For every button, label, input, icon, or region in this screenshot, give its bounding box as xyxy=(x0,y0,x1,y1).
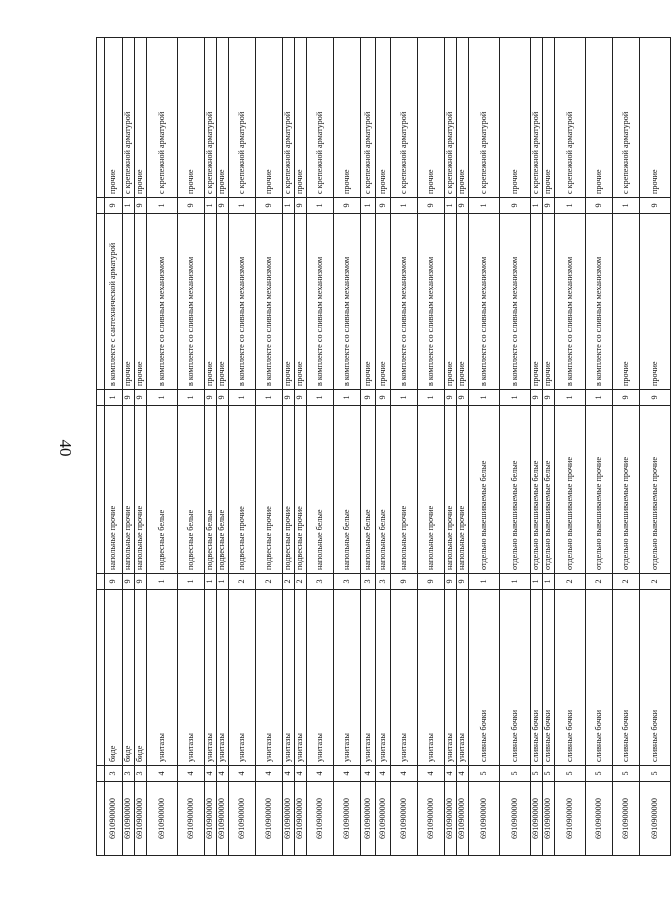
group3-cell: 9 xyxy=(640,390,671,406)
code-cell: 6910900000 xyxy=(469,782,500,856)
group3-cell: 9 xyxy=(445,390,457,406)
group2-cell: 1 xyxy=(500,574,531,590)
table-row xyxy=(307,38,334,856)
table-row xyxy=(531,38,543,856)
code-cell: 6910900000 xyxy=(205,782,217,856)
name-cell: сливные бочки xyxy=(531,590,543,766)
table-row xyxy=(376,38,391,856)
subtype-cell: подвесные прочие xyxy=(229,406,256,574)
table-row xyxy=(469,38,500,856)
group2-cell: 9 xyxy=(445,574,457,590)
table-row xyxy=(123,38,135,856)
name-cell: унитазы xyxy=(418,590,445,766)
equipment-cell: в комплекте со сливным механизмом xyxy=(147,214,178,390)
table-body xyxy=(97,38,671,856)
group1-cell: 4 xyxy=(205,766,217,782)
subtype-cell: напольные прочие xyxy=(105,406,123,574)
group1-cell: 5 xyxy=(543,766,555,782)
subtype-cell: напольные белые xyxy=(307,406,334,574)
group4-cell: 9 xyxy=(418,198,445,214)
group1-cell: 3 xyxy=(135,766,147,782)
group2-cell: 1 xyxy=(147,574,178,590)
group1-cell: 4 xyxy=(391,766,418,782)
equipment-cell: прочие xyxy=(543,214,555,390)
code-cell: 6910900000 xyxy=(376,782,391,856)
group1-cell: 4 xyxy=(229,766,256,782)
group3-cell: 1 xyxy=(334,390,361,406)
name-cell: унитазы xyxy=(283,590,295,766)
code-cell: 6910900000 xyxy=(135,782,147,856)
group2-cell: 9 xyxy=(391,574,418,590)
code-cell: 6910900000 xyxy=(334,782,361,856)
table-header-row xyxy=(97,38,105,856)
name-cell: сливные бочки xyxy=(555,590,586,766)
equipment-cell: в комплекте со сливным механизмом xyxy=(586,214,613,390)
equipment-cell: в комплекте со сливным механизмом xyxy=(500,214,531,390)
fitting-cell: прочие xyxy=(178,38,205,198)
equipment-cell: в комплекте со сливным механизмом xyxy=(555,214,586,390)
equipment-cell: прочие xyxy=(205,214,217,390)
group4-cell: 1 xyxy=(229,198,256,214)
group1-cell: 5 xyxy=(500,766,531,782)
group3-cell: 9 xyxy=(361,390,376,406)
table-row xyxy=(205,38,217,856)
group4-cell: 1 xyxy=(613,198,640,214)
subtype-cell: подвесные белые xyxy=(147,406,178,574)
group1-cell: 5 xyxy=(613,766,640,782)
subtype-cell: подвесные прочие xyxy=(256,406,283,574)
group2-cell: 2 xyxy=(283,574,295,590)
group4-cell: 9 xyxy=(295,198,307,214)
subtype-cell: подвесные белые xyxy=(178,406,205,574)
name-cell: сливные бочки xyxy=(586,590,613,766)
group3-cell: 9 xyxy=(205,390,217,406)
group1-cell: 4 xyxy=(376,766,391,782)
group2-cell: 3 xyxy=(361,574,376,590)
group3-cell: 1 xyxy=(178,390,205,406)
code-cell: 6910900000 xyxy=(229,782,256,856)
group4-cell: 9 xyxy=(640,198,671,214)
group3-cell xyxy=(97,390,105,406)
code-cell: 6910900000 xyxy=(256,782,283,856)
group1-cell: 5 xyxy=(469,766,500,782)
table-row xyxy=(640,38,671,856)
name-cell: унитазы xyxy=(256,590,283,766)
subtype-cell: отдельно вывешиваемые прочие xyxy=(586,406,613,574)
equipment-cell xyxy=(97,214,105,390)
code-cell: 6910900000 xyxy=(391,782,418,856)
page-number: 40 xyxy=(56,439,75,457)
table-row xyxy=(229,38,256,856)
code-cell: 6910900000 xyxy=(307,782,334,856)
group4-cell: 1 xyxy=(469,198,500,214)
group2-cell: 1 xyxy=(469,574,500,590)
group3-cell: 9 xyxy=(457,390,469,406)
code-cell: 6910900000 xyxy=(178,782,205,856)
group2-cell: 2 xyxy=(640,574,671,590)
group4-cell: 9 xyxy=(334,198,361,214)
group4-cell: 1 xyxy=(531,198,543,214)
equipment-cell: прочие xyxy=(445,214,457,390)
subtype-cell: напольные прочие xyxy=(457,406,469,574)
group4-cell: 9 xyxy=(256,198,283,214)
group2-cell: 2 xyxy=(295,574,307,590)
code-cell: 6910900000 xyxy=(543,782,555,856)
equipment-cell: в комплекте со сливным механизмом xyxy=(256,214,283,390)
code-cell: 6910900000 xyxy=(640,782,671,856)
fitting-cell: с крепежной арматурой xyxy=(283,38,295,198)
fitting-cell: с крепежной арматурой xyxy=(123,38,135,198)
group3-cell: 1 xyxy=(418,390,445,406)
fitting-cell: с крепежной арматурой xyxy=(469,38,500,198)
name-cell: унитазы xyxy=(217,590,229,766)
subtype-cell: отдельно вывешиваемые белые xyxy=(543,406,555,574)
equipment-cell: прочие xyxy=(531,214,543,390)
fitting-cell xyxy=(97,38,105,198)
code-cell: 6910900000 xyxy=(445,782,457,856)
group1-cell: 4 xyxy=(147,766,178,782)
group2-cell: 9 xyxy=(135,574,147,590)
group1-cell: 4 xyxy=(361,766,376,782)
group2-cell: 3 xyxy=(334,574,361,590)
subtype-cell: подвесные прочие xyxy=(283,406,295,574)
subtype-cell: подвесные белые xyxy=(205,406,217,574)
name-cell: унитазы xyxy=(391,590,418,766)
table-row xyxy=(256,38,283,856)
fitting-cell: прочие xyxy=(105,38,123,198)
group4-cell: 9 xyxy=(543,198,555,214)
code-cell: 6910900000 xyxy=(105,782,123,856)
code-cell: 6910900000 xyxy=(217,782,229,856)
fitting-cell: прочие xyxy=(500,38,531,198)
group4-cell: 1 xyxy=(391,198,418,214)
name-cell: биде xyxy=(135,590,147,766)
group2-cell: 9 xyxy=(418,574,445,590)
group1-cell: 4 xyxy=(295,766,307,782)
table-row xyxy=(543,38,555,856)
group2-cell xyxy=(97,574,105,590)
fitting-cell: с крепежной арматурой xyxy=(229,38,256,198)
equipment-cell: в комплекте со сливным механизмом xyxy=(469,214,500,390)
equipment-cell: прочие xyxy=(295,214,307,390)
group4-cell: 9 xyxy=(135,198,147,214)
code-cell: 6910900000 xyxy=(457,782,469,856)
group2-cell: 2 xyxy=(229,574,256,590)
fitting-cell: прочие xyxy=(334,38,361,198)
fitting-cell: с крепежной арматурой xyxy=(555,38,586,198)
equipment-cell: прочие xyxy=(283,214,295,390)
group3-cell: 9 xyxy=(295,390,307,406)
subtype-cell: напольные прочие xyxy=(135,406,147,574)
fitting-cell: прочие xyxy=(217,38,229,198)
fitting-cell: с крепежной арматурой xyxy=(613,38,640,198)
name-cell: унитазы xyxy=(334,590,361,766)
subtype-cell: напольные белые xyxy=(376,406,391,574)
group4-cell: 9 xyxy=(178,198,205,214)
fitting-cell: с крепежной арматурой xyxy=(361,38,376,198)
group3-cell: 1 xyxy=(555,390,586,406)
group1-cell: 4 xyxy=(178,766,205,782)
name-cell: унитазы xyxy=(376,590,391,766)
group3-cell: 9 xyxy=(135,390,147,406)
subtype-cell: подвесные прочие xyxy=(295,406,307,574)
table-row xyxy=(555,38,586,856)
group2-cell: 1 xyxy=(543,574,555,590)
name-cell: унитазы xyxy=(307,590,334,766)
fitting-cell: прочие xyxy=(457,38,469,198)
equipment-cell: прочие xyxy=(217,214,229,390)
group4-cell: 1 xyxy=(307,198,334,214)
subtype-cell: напольные белые xyxy=(334,406,361,574)
group2-cell: 3 xyxy=(376,574,391,590)
subtype-cell xyxy=(97,406,105,574)
group3-cell: 1 xyxy=(391,390,418,406)
rotated-table-container xyxy=(96,38,659,856)
fitting-cell: с крепежной арматурой xyxy=(445,38,457,198)
group3-cell: 1 xyxy=(147,390,178,406)
group2-cell: 1 xyxy=(205,574,217,590)
group1-cell: 5 xyxy=(555,766,586,782)
equipment-cell: в комплекте со сливным механизмом xyxy=(229,214,256,390)
group2-cell: 9 xyxy=(123,574,135,590)
group4-cell: 1 xyxy=(147,198,178,214)
code-cell: 6910900000 xyxy=(147,782,178,856)
fitting-cell: прочие xyxy=(256,38,283,198)
subtype-cell: отдельно вывешиваемые прочие xyxy=(640,406,671,574)
group1-cell: 4 xyxy=(217,766,229,782)
group3-cell: 1 xyxy=(256,390,283,406)
subtype-cell: напольные прочие xyxy=(391,406,418,574)
table-row xyxy=(361,38,376,856)
code-cell: 6910900000 xyxy=(613,782,640,856)
group2-cell: 2 xyxy=(586,574,613,590)
table-row xyxy=(586,38,613,856)
group4-cell: 9 xyxy=(376,198,391,214)
subtype-cell: отдельно вывешиваемые белые xyxy=(531,406,543,574)
equipment-cell: в комплекте со сливным механизмом xyxy=(418,214,445,390)
name-cell xyxy=(97,590,105,766)
name-cell: сливные бочки xyxy=(543,590,555,766)
equipment-cell: в комплекте с сантехнической арматурой xyxy=(105,214,123,390)
group3-cell: 9 xyxy=(217,390,229,406)
group2-cell: 1 xyxy=(531,574,543,590)
equipment-cell: прочие xyxy=(361,214,376,390)
table-row xyxy=(500,38,531,856)
name-cell: биде xyxy=(105,590,123,766)
name-cell: сливные бочки xyxy=(500,590,531,766)
equipment-cell: прочие xyxy=(135,214,147,390)
equipment-cell: прочие xyxy=(376,214,391,390)
fitting-cell: прочие xyxy=(295,38,307,198)
group2-cell: 1 xyxy=(217,574,229,590)
group2-cell: 2 xyxy=(555,574,586,590)
subtype-cell: напольные прочие xyxy=(123,406,135,574)
table-row xyxy=(613,38,640,856)
equipment-cell: в комплекте со сливным механизмом xyxy=(178,214,205,390)
code-cell: 6910900000 xyxy=(531,782,543,856)
classification-table xyxy=(96,37,671,856)
table-row xyxy=(147,38,178,856)
subtype-cell: напольные прочие xyxy=(445,406,457,574)
equipment-cell: в комплекте со сливным механизмом xyxy=(307,214,334,390)
group3-cell: 9 xyxy=(376,390,391,406)
name-cell: унитазы xyxy=(457,590,469,766)
group4-cell: 1 xyxy=(555,198,586,214)
subtype-cell: отдельно вывешиваемые прочие xyxy=(555,406,586,574)
code-cell xyxy=(97,782,105,856)
group1-cell: 4 xyxy=(256,766,283,782)
table-row xyxy=(178,38,205,856)
name-cell: унитазы xyxy=(147,590,178,766)
subtype-cell: напольные белые xyxy=(361,406,376,574)
code-cell: 6910900000 xyxy=(123,782,135,856)
fitting-cell: с крепежной арматурой xyxy=(307,38,334,198)
table-row xyxy=(105,38,123,856)
code-cell: 6910900000 xyxy=(555,782,586,856)
name-cell: унитазы xyxy=(205,590,217,766)
group4-cell: 9 xyxy=(500,198,531,214)
group2-cell: 2 xyxy=(256,574,283,590)
subtype-cell: подвесные белые xyxy=(217,406,229,574)
fitting-cell: прочие xyxy=(586,38,613,198)
subtype-cell: отдельно вывешиваемые белые xyxy=(469,406,500,574)
name-cell: унитазы xyxy=(445,590,457,766)
group2-cell: 9 xyxy=(105,574,123,590)
group3-cell: 1 xyxy=(229,390,256,406)
group3-cell: 1 xyxy=(586,390,613,406)
table-row xyxy=(283,38,295,856)
group3-cell: 9 xyxy=(123,390,135,406)
group2-cell: 2 xyxy=(613,574,640,590)
group1-cell: 3 xyxy=(105,766,123,782)
code-cell: 6910900000 xyxy=(283,782,295,856)
table-row xyxy=(418,38,445,856)
group3-cell: 9 xyxy=(613,390,640,406)
equipment-cell: прочие xyxy=(613,214,640,390)
group1-cell: 4 xyxy=(418,766,445,782)
group4-cell: 9 xyxy=(457,198,469,214)
subtype-cell: отдельно вывешиваемые прочие xyxy=(613,406,640,574)
name-cell: сливные бочки xyxy=(469,590,500,766)
group1-cell xyxy=(97,766,105,782)
group1-cell: 4 xyxy=(283,766,295,782)
group2-cell: 1 xyxy=(178,574,205,590)
code-cell: 6910900000 xyxy=(586,782,613,856)
table-row xyxy=(457,38,469,856)
group3-cell: 1 xyxy=(105,390,123,406)
subtype-cell: отдельно вывешиваемые белые xyxy=(500,406,531,574)
subtype-cell: напольные прочие xyxy=(418,406,445,574)
group2-cell: 3 xyxy=(307,574,334,590)
name-cell: унитазы xyxy=(178,590,205,766)
group4-cell: 1 xyxy=(445,198,457,214)
table-row xyxy=(391,38,418,856)
table-row xyxy=(217,38,229,856)
equipment-cell: в комплекте со сливным механизмом xyxy=(391,214,418,390)
code-cell: 6910900000 xyxy=(295,782,307,856)
fitting-cell: с крепежной арматурой xyxy=(531,38,543,198)
equipment-cell: прочие xyxy=(457,214,469,390)
group3-cell: 9 xyxy=(531,390,543,406)
name-cell: унитазы xyxy=(361,590,376,766)
group4-cell: 1 xyxy=(123,198,135,214)
group4-cell xyxy=(97,198,105,214)
name-cell: биде xyxy=(123,590,135,766)
code-cell: 6910900000 xyxy=(418,782,445,856)
equipment-cell: прочие xyxy=(123,214,135,390)
fitting-cell: прочие xyxy=(135,38,147,198)
fitting-cell: с крепежной арматурой xyxy=(205,38,217,198)
code-cell: 6910900000 xyxy=(500,782,531,856)
group1-cell: 4 xyxy=(334,766,361,782)
group4-cell: 1 xyxy=(361,198,376,214)
group1-cell: 5 xyxy=(640,766,671,782)
fitting-cell: прочие xyxy=(543,38,555,198)
group4-cell: 9 xyxy=(586,198,613,214)
table-row xyxy=(445,38,457,856)
table-row xyxy=(295,38,307,856)
group4-cell: 9 xyxy=(105,198,123,214)
equipment-cell: прочие xyxy=(640,214,671,390)
fitting-cell: прочие xyxy=(640,38,671,198)
name-cell: сливные бочки xyxy=(613,590,640,766)
group3-cell: 9 xyxy=(283,390,295,406)
fitting-cell: с крепежной арматурой xyxy=(391,38,418,198)
group1-cell: 4 xyxy=(307,766,334,782)
fitting-cell: прочие xyxy=(418,38,445,198)
group4-cell: 9 xyxy=(217,198,229,214)
group1-cell: 4 xyxy=(457,766,469,782)
group4-cell: 1 xyxy=(205,198,217,214)
group1-cell: 4 xyxy=(445,766,457,782)
fitting-cell: прочие xyxy=(376,38,391,198)
code-cell: 6910900000 xyxy=(361,782,376,856)
group1-cell: 5 xyxy=(586,766,613,782)
table-row xyxy=(135,38,147,856)
group1-cell: 5 xyxy=(531,766,543,782)
group1-cell: 3 xyxy=(123,766,135,782)
fitting-cell: с крепежной арматурой xyxy=(147,38,178,198)
name-cell: унитазы xyxy=(295,590,307,766)
group4-cell: 1 xyxy=(283,198,295,214)
group3-cell: 1 xyxy=(469,390,500,406)
group2-cell: 9 xyxy=(457,574,469,590)
name-cell: унитазы xyxy=(229,590,256,766)
group3-cell: 1 xyxy=(500,390,531,406)
equipment-cell: в комплекте со сливным механизмом xyxy=(334,214,361,390)
group3-cell: 1 xyxy=(307,390,334,406)
group3-cell: 9 xyxy=(543,390,555,406)
name-cell: сливные бочки xyxy=(640,590,671,766)
table-row xyxy=(334,38,361,856)
